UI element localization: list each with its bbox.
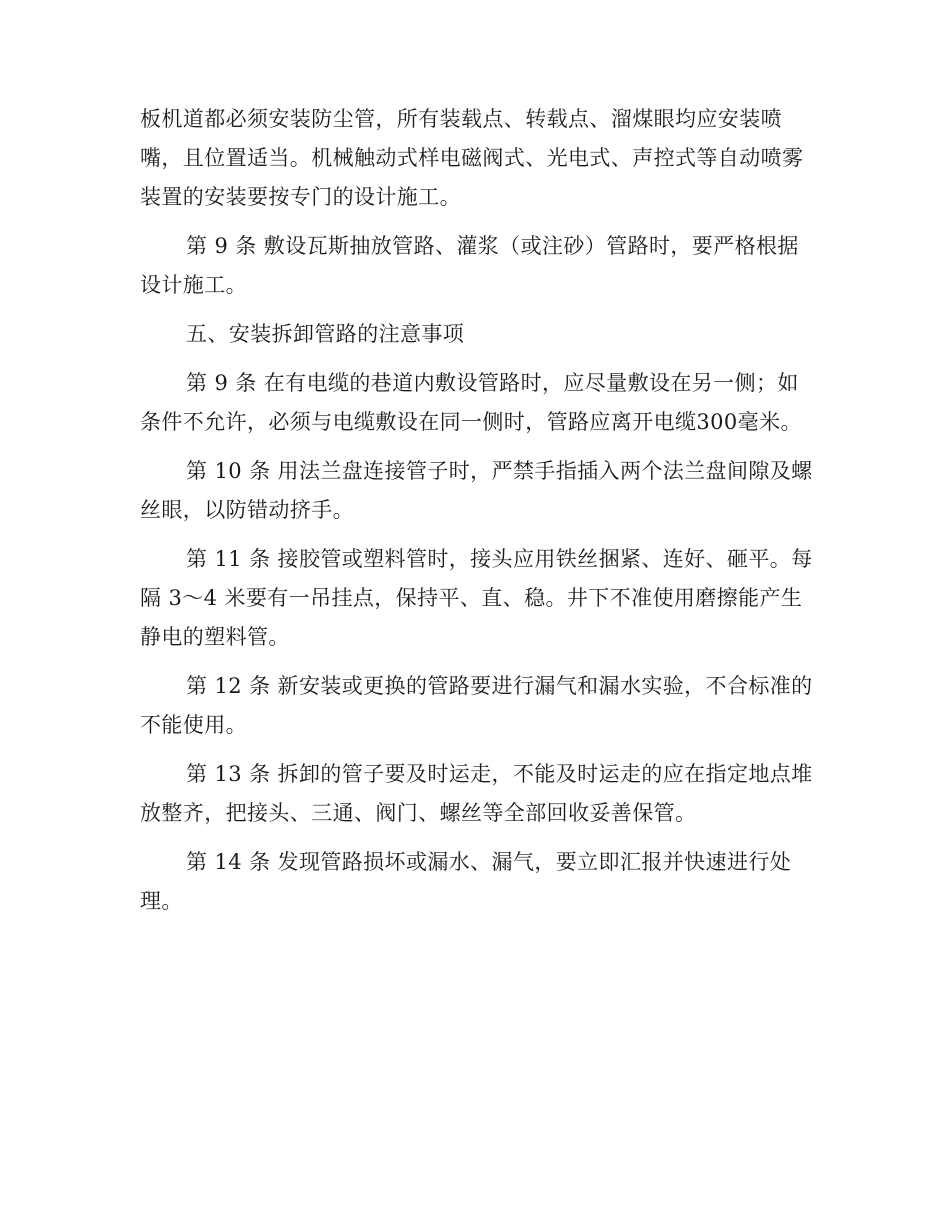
document-body	[140, 100, 815, 931]
paragraph-article-12: 第 12 条 新安装或更换的管路要进行漏气和漏水实验，不合标准的不能使用。	[140, 674, 813, 737]
paragraph-dust-pipes: 板机道都必须安装防尘管，所有装载点、转载点、溜煤眼均应安装喷嘴，且位置适当。机械触动式样电磁阀式、光电式、声控式等自动喷雾装置的安装要按专门的设计施工。	[140, 107, 804, 209]
paragraph-article-9-cable-roadway: 第 9 条 在有电缆的巷道内敷设管路时，应尽量敷设在另一侧；如条件不允许，必须与电缆敷设在同一侧时，管路应离开电缆300毫米。	[140, 371, 802, 434]
paragraph-article-11: 第 11 条 接胶管或塑料管时，接头应用铁丝捆紧、连好、砸平。每隔 3～4 米要有一吊挂点，保持平、直、稳。井下不准使用磨擦能产生静电的塑料管。	[140, 547, 813, 649]
section-heading-precautions: 五、安装拆卸管路的注意事项	[186, 322, 465, 346]
paragraph-article-10: 第 10 条 用法兰盘连接管子时，严禁手指插入两个法兰盘间隙及螺丝眼，以防错动挤手。	[140, 459, 813, 522]
paragraph-article-9-gas-drainage: 第 9 条 敷设瓦斯抽放管路、灌浆（或注砂）管路时，要严格根据设计施工。	[140, 234, 799, 297]
paragraph-article-14: 第 14 条 发现管路损坏或漏水、漏气，要立即汇报并快速进行处理。	[140, 850, 792, 913]
paragraph-article-13: 第 13 条 拆卸的管子要及时运走，不能及时运走的应在指定地点堆放整齐，把接头、三通、阀门、螺丝等全部回收妥善保管。	[140, 762, 813, 825]
